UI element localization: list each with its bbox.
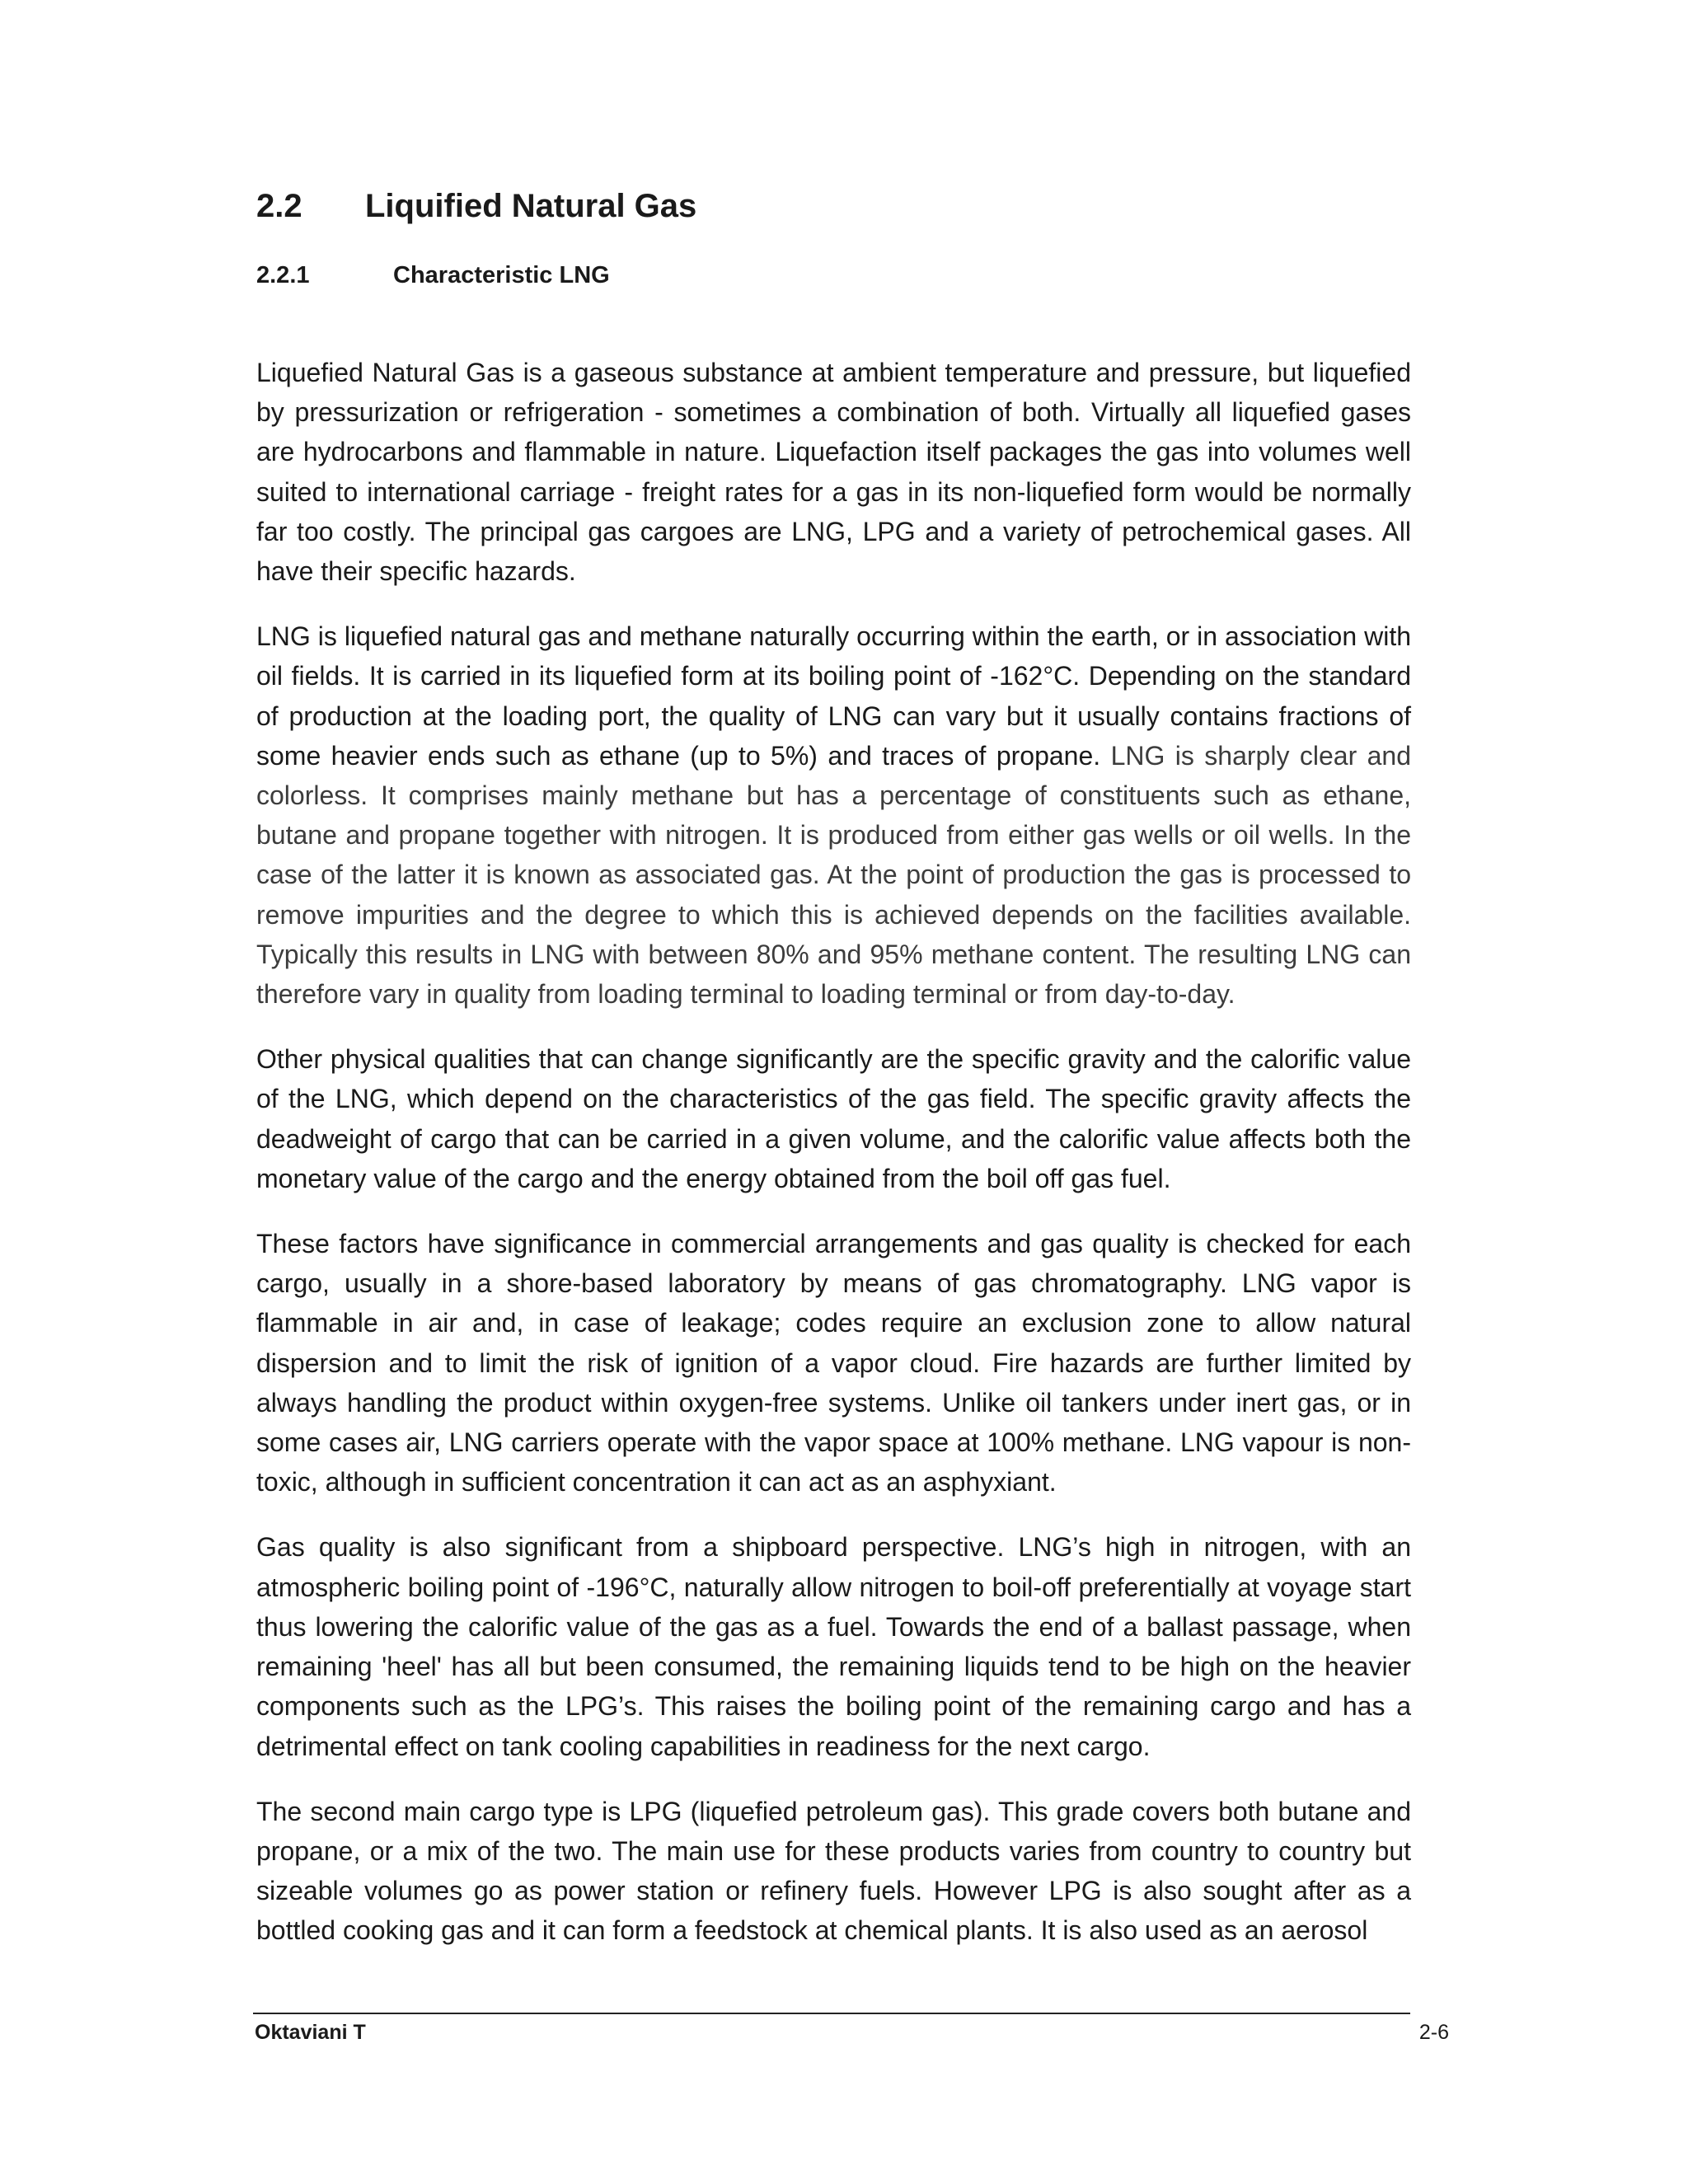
section-heading (256, 183, 696, 229)
paragraph-text: LNG is liquefied natural gas and methane naturally occurring within the earth, or in association with oil fields. It is carried in its liquefied form at its boiling point of -162°C. Depending on the standard of production at the loading port, the quality of LNG can vary but it usually contains fractions of some heavier ends such as ethane (up to 5%) and traces of propane. (256, 621, 1411, 771)
footer-divider (253, 2013, 1410, 2014)
paragraph-text: Liquefied Natural Gas is a gaseous substance at ambient temperature and pressure, but liquefied by pressurization or refrigeration - sometimes a combination of both. Virtually all liquefied gases are hydrocarbons and flammable in nature. Liquefaction itself packages the gas into volumes well suited to international carriage - freight rates for a gas in its non-liquefied form would be normally far too costly. The principal gas cargoes are LNG, LPG and a variety of petrochemical gases. All have their specific hazards. (256, 358, 1411, 587)
paragraph-3 (256, 1039, 1411, 1198)
subsection-title: Characteristic LNG (393, 262, 610, 288)
paragraph-text: Gas quality is also significant from a shipboard perspective. LNG’s high in nitrogen, with an atmospheric boiling point of -196°C, naturally allow nitrogen to boil-off preferentially at voyage start thus lowering the calorific value of the gas as a fuel. Towards the end of a ballast passage, when remaining 'heel' has all but been consumed, the remaining liquids tend to be high on the heavier components such as the LPG’s. This raises the boiling point of the remaining cargo and has a detrimental effect on tank cooling capabilities in readiness for the next cargo. (256, 1532, 1411, 1761)
paragraph-2 (256, 616, 1411, 1014)
paragraph-text-continued: LNG is sharply clear and colorless. It comprises mainly methane but has a percentage of constituents such as ethane, butane and propane together with nitrogen. It is produced from either gas wells or oil wells. In the case of the latter it is known as associated gas. At the point of production the gas is processed to remove impurities and the degree to which this is achieved depends on the facilities available. Typically this results in LNG with between 80% and 95% methane content. The resulting LNG can therefore vary in quality from loading terminal to loading terminal or from day-to-day. (256, 740, 1412, 1010)
page-number: 2-6 (1418, 2021, 1449, 2044)
section-number: 2.2 (256, 188, 302, 224)
subsection-heading (256, 257, 610, 293)
paragraph-text: These factors have significance in commercial arrangements and gas quality is checked for each cargo, usually in a shore-based laboratory by means of gas chromatography. LNG vapor is flammable in air and, in case of leakage; codes require an exclusion zone to allow natural dispersion and to limit the risk of ignition of a vapor cloud. Fire hazards are further limited by always handling the product within oxygen-free systems. Unlike oil tankers under inert gas, or in some cases air, LNG carriers operate with the vapor space at 100% methane. LNG vapour is non-toxic, although in sufficient concentration it can act as an asphyxiant. (256, 1229, 1411, 1497)
paragraph-4 (256, 1224, 1411, 1502)
paragraph-1 (256, 353, 1411, 591)
paragraph-5 (256, 1527, 1411, 1765)
body-text (256, 353, 1411, 1976)
section-title: Liquified Natural Gas (365, 188, 697, 224)
footer-author: Oktaviani T (255, 2021, 366, 2044)
paragraph-text: The second main cargo type is LPG (liquefied petroleum gas). This grade covers both butane and propane, or a mix of the two. The main use for these products varies from country to country but sizeable volumes go as power station or refinery fuels. However LPG is also sought after as a bottled cooking gas and it can form a feedstock at chemical plants. It is also used as an aerosol (256, 1796, 1411, 1946)
paragraph-6 (256, 1792, 1411, 1951)
paragraph-text: Other physical qualities that can change significantly are the specific gravity and the calorific value of the LNG, which depend on the characteristics of the gas field. The specific gravity affects the deadweight of cargo that can be carried in a given volume, and the calorific value affects both the monetary value of the cargo and the energy obtained from the boil off gas fuel. (256, 1044, 1411, 1193)
subsection-number: 2.2.1 (256, 262, 310, 288)
